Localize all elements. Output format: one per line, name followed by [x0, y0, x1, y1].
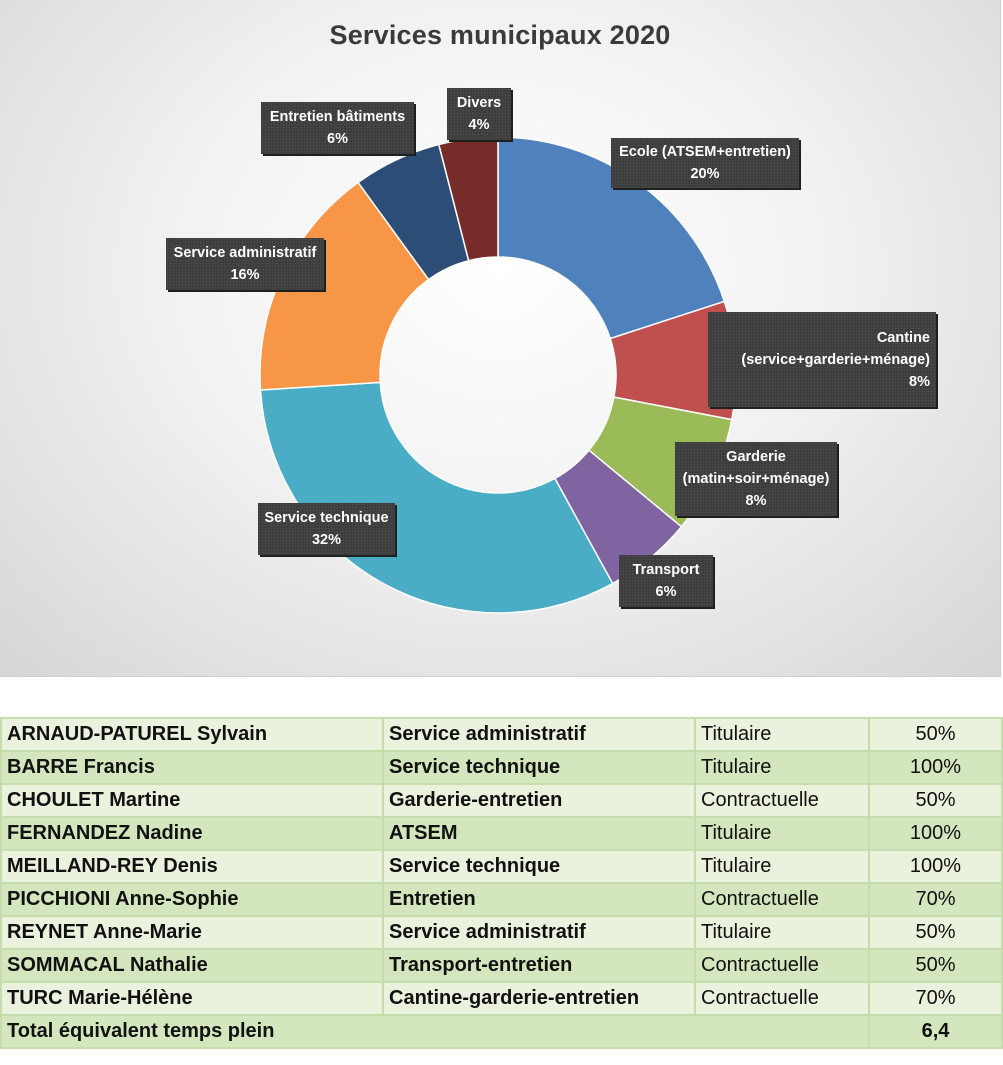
- employee-name: FERNANDEZ Nadine: [1, 817, 383, 850]
- table-row: [1, 949, 1002, 982]
- table-row: [1, 718, 1002, 751]
- data-label-line: Divers: [456, 95, 502, 111]
- employee-name: PICCHIONI Anne-Sophie: [1, 883, 383, 916]
- service-cell: Transport-entretien: [383, 949, 695, 982]
- percent-cell: 50%: [869, 718, 1002, 751]
- data-label-line: 20%: [690, 166, 720, 182]
- data-label-line: Entretien bâtiments: [269, 109, 406, 125]
- data-label-line: Garderie: [726, 449, 786, 465]
- service-cell: Service administratif: [383, 916, 695, 949]
- data-label-entretien-batiments: [261, 102, 414, 154]
- data-label-line: 6%: [327, 131, 348, 147]
- status-cell: Titulaire: [695, 850, 869, 883]
- percent-cell: 100%: [869, 850, 1002, 883]
- staff-table-body: [1, 718, 1002, 1048]
- data-label-line: Cantine: [876, 329, 930, 346]
- service-cell: ATSEM: [383, 817, 695, 850]
- data-label-line: 32%: [311, 532, 342, 548]
- status-cell: Titulaire: [695, 817, 869, 850]
- service-cell: Service administratif: [383, 718, 695, 751]
- service-cell: Service technique: [383, 751, 695, 784]
- data-label-line: 8%: [909, 373, 930, 390]
- status-cell: Contractuelle: [695, 982, 869, 1015]
- total-value: 6,4: [869, 1015, 1002, 1048]
- data-label-line: Ecole (ATSEM+entretien): [619, 144, 791, 160]
- data-label-line: 16%: [230, 267, 260, 283]
- slice-service-technique: [260, 382, 612, 613]
- percent-cell: 50%: [869, 784, 1002, 817]
- employee-name: SOMMACAL Nathalie: [1, 949, 383, 982]
- percent-cell: 50%: [869, 949, 1002, 982]
- staff-table: [0, 717, 1003, 1049]
- data-label-service-technique: [258, 503, 395, 555]
- data-label-line: 4%: [468, 117, 490, 133]
- status-cell: Contractuelle: [695, 949, 869, 982]
- data-label-cantine: [708, 312, 936, 407]
- chart-title: Services municipaux 2020: [329, 20, 671, 50]
- employee-name: BARRE Francis: [1, 751, 383, 784]
- percent-cell: 100%: [869, 751, 1002, 784]
- table-row: [1, 982, 1002, 1015]
- table-row: [1, 817, 1002, 850]
- employee-name: REYNET Anne-Marie: [1, 916, 383, 949]
- total-label: Total équivalent temps plein: [1, 1015, 869, 1048]
- employee-name: CHOULET Martine: [1, 784, 383, 817]
- percent-cell: 50%: [869, 916, 1002, 949]
- data-label-line: Service administratif: [173, 245, 317, 261]
- data-label-divers: [447, 88, 511, 140]
- data-label-line: (matin+soir+ménage): [682, 471, 830, 487]
- service-cell: Entretien: [383, 883, 695, 916]
- status-cell: Titulaire: [695, 751, 869, 784]
- data-label-garderie: [675, 442, 837, 516]
- status-cell: Contractuelle: [695, 784, 869, 817]
- table-row: [1, 850, 1002, 883]
- table-row: [1, 784, 1002, 817]
- data-label-line: 8%: [745, 493, 767, 509]
- data-label-transport: [619, 555, 713, 607]
- data-label-line: (service+garderie+ménage): [741, 351, 930, 368]
- status-cell: Contractuelle: [695, 883, 869, 916]
- total-row: [1, 1015, 1002, 1048]
- data-label-ecole: [611, 138, 799, 188]
- table-row: [1, 916, 1002, 949]
- percent-cell: 100%: [869, 817, 1002, 850]
- data-label-line: Transport: [632, 562, 700, 578]
- table-row: [1, 883, 1002, 916]
- percent-cell: 70%: [869, 883, 1002, 916]
- service-cell: Service technique: [383, 850, 695, 883]
- status-cell: Titulaire: [695, 718, 869, 751]
- employee-name: ARNAUD-PATUREL Sylvain: [1, 718, 383, 751]
- service-cell: Cantine-garderie-entretien: [383, 982, 695, 1015]
- service-cell: Garderie-entretien: [383, 784, 695, 817]
- data-label-service-administratif: [166, 238, 324, 290]
- percent-cell: 70%: [869, 982, 1002, 1015]
- data-label-line: 6%: [655, 584, 677, 600]
- employee-name: MEILLAND-REY Denis: [1, 850, 383, 883]
- table-row: [1, 751, 1002, 784]
- employee-name: TURC Marie-Hélène: [1, 982, 383, 1015]
- status-cell: Titulaire: [695, 916, 869, 949]
- data-label-line: Service technique: [264, 510, 389, 526]
